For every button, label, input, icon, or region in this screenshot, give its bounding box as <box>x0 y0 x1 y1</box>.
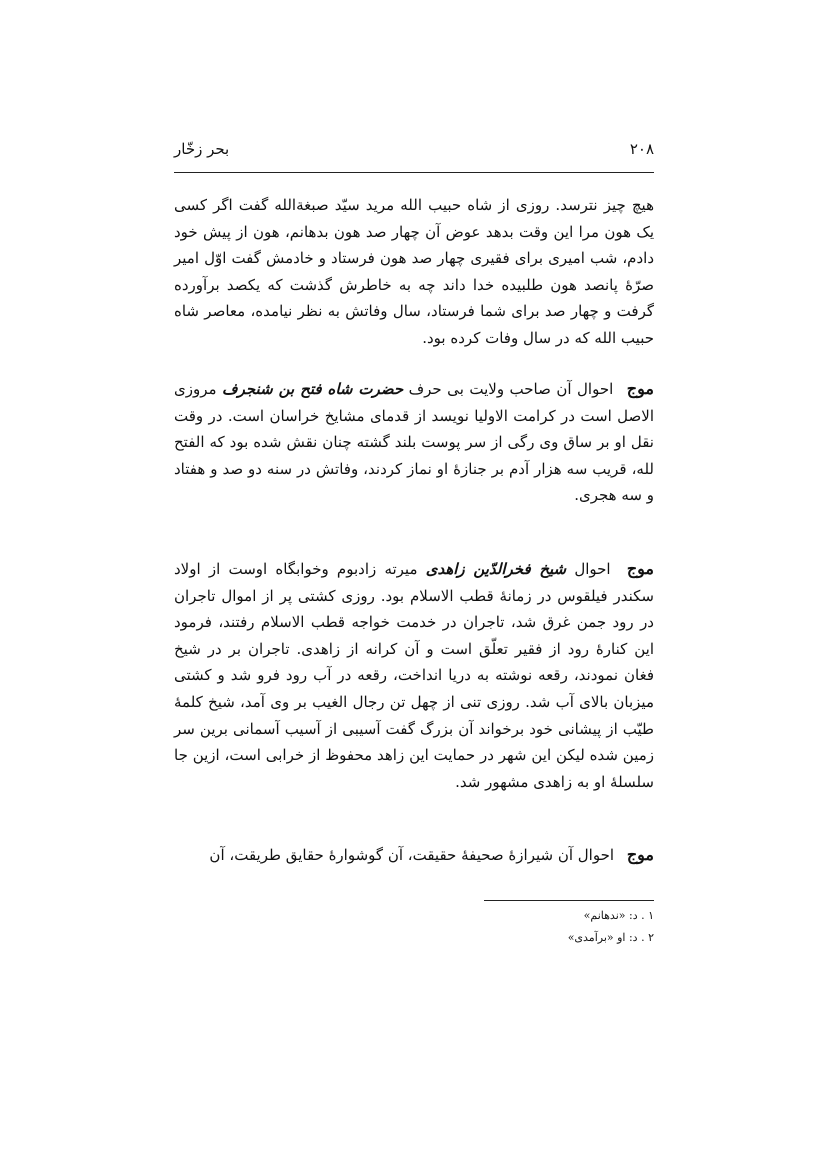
entry-marker: موج <box>626 379 654 398</box>
paragraph-text: هیچ چیز نترسد. روزی از شاه حبیب الله مرید سیّد صبغةالله گفت اگر کسی یک هون مرا این وقت بدهد عوض آن چهار صد هون بدهانم، هون از پیش خود دادم، شب امیری برای فقیری چهار صد هون فرستاد و خادمش گفت اوّل امیر صرّهٔ پانصد هون طلبیده خدا داند چه به خاطرش گذشت که یکصد برآورده گرفت و چهار صد برای شما فرستاد، سال وفاتش به نظر نیامده، معاصر شاه حبیب الله که در سال وفات کرده بود. <box>174 196 654 347</box>
paragraph-2 <box>174 376 654 509</box>
paragraph-text: مروزی الاصل است در کرامت الاولیا نویسد از قدمای مشایخ خراسان است. در وقت نقل او بر ساق وی رگی از سر پوست بلند گشته چنان نقش شده بود که الفتح لله، قریب سه هزار آدم بر جنازهٔ او نماز کردند، وفاتش در سنه دو صد و هفتاد و سه هجری. <box>174 380 654 505</box>
paragraph-1 <box>174 192 654 352</box>
paragraph-intro: احوال <box>574 560 611 578</box>
page <box>174 140 654 944</box>
page-number: ۲۰۸ <box>629 140 654 158</box>
footnote-2: ۲ . د: او «برآمدی» <box>567 931 654 944</box>
running-title: بحر زخّار <box>174 140 230 158</box>
paragraph-text: میرته زادبوم وخوابگاه اوست از اولاد سکندر فیلقوس در زمانهٔ قطب الاسلام بود. روزی کشتی پر از اموال تاجران در رود جمن غرق شد، تاجران در خدمت خواجه قطب الاسلام رفتند، فرمود این کنارهٔ رود از فقیر تعلّق است و آن کرانه از زاهدی. تاجران بر در شیخ فغان نمودند، رقعه نوشته به دریا انداخت، رقعه در آب رود فرو شد و کشتی میزبان بالای آب شد. روزی تنی از چهل تن رجال الغیب بر وی آمد، شیخ کلمهٔ طیّب از پیشانی خود برخواند آن بزرگ گفت آسیبی از آسیب آسمانی برین سر زمین شده لیکن این شهر در حمایت این زاهد محفوظ از خرابی است، ازین جا سلسلهٔ او به زاهدی مشهور شد. <box>174 560 654 791</box>
saint-title: حضرت شاه فتح بن شنجرف <box>222 380 404 398</box>
running-header <box>174 140 654 173</box>
paragraph-text: احوال آن شیرازهٔ صحیفهٔ حقیقت، آن گوشوارهٔ حقایق طریقت، آن <box>209 846 615 864</box>
entry-marker: موج <box>626 845 654 864</box>
footnote-1: ۱ . د: «ندهانم» <box>583 909 654 922</box>
paragraph-intro: احوال آن صاحب ولایت بی حرف <box>408 380 614 398</box>
saint-title: شیخ فخرالدّین زاهدی <box>425 560 567 578</box>
paragraph-4 <box>174 842 654 869</box>
footnote-separator <box>484 900 654 901</box>
entry-marker: موج <box>626 559 654 578</box>
paragraph-3 <box>174 556 654 795</box>
